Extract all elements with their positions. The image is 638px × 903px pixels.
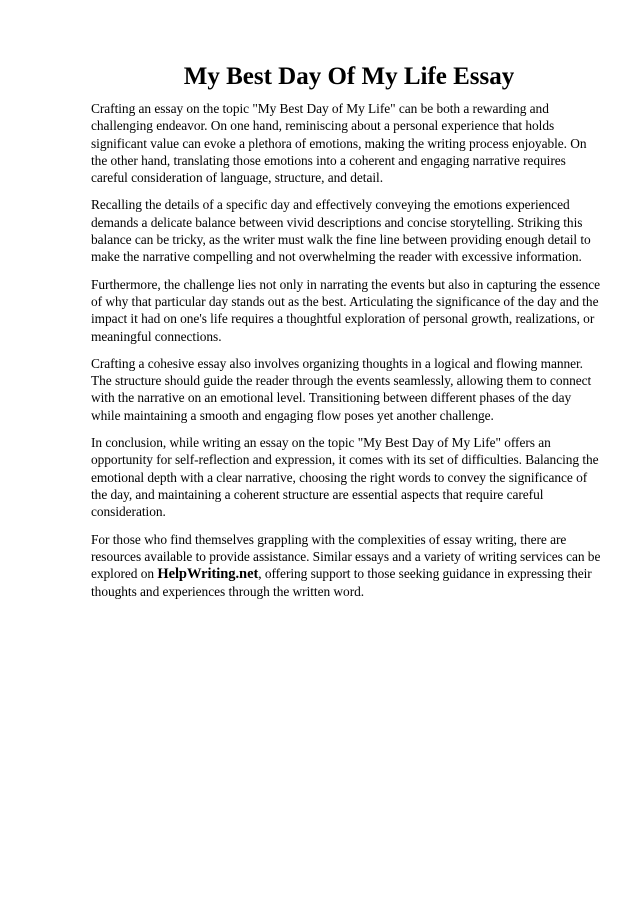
paragraph-4: Crafting a cohesive essay also involves organizing thoughts in a logical and flowing manner. The structure should guide the reader through the events seamlessly, allowing them to connect with the narrative on an emotional level. Transitioning between different phases of the day while maintaining a smooth and engaging flow poses yet another challenge.: [91, 355, 592, 423]
essay-title: My Best Day Of My Life Essay: [183, 63, 515, 90]
paragraph-5: In conclusion, while writing an essay on the topic "My Best Day of My Life" offers an opportunity for self-reflection and expression, it comes with its set of difficulties. Balancing the emotional depth with a clear narrative, choosing the right words to convey the significance of the day, and maintaining a coherent structure are essential aspects that require careful consideration.: [91, 435, 599, 520]
paragraph-2: Recalling the details of a specific day and effectively conveying the emotions experienced demands a delicate balance between vivid descriptions and concise storytelling. Striking this balance can be tricky, as the writer must walk the fine line between providing enough detail to make the narrative compelling and not overwhelming the reader with excessive information.: [91, 197, 591, 265]
paragraph-3: Furthermore, the challenge lies not only in narrating the events but also in capturing the essence of why that particular day stands out as the best. Articulating the significance of the day and the impact it had on one's life requires a thoughtful exploration of personal growth, realizations, or meaningful connections.: [91, 276, 600, 344]
paragraph-6: [91, 531, 601, 601]
paragraph-1: Crafting an essay on the topic "My Best Day of My Life" can be both a rewarding and challenging endeavor. On one hand, reminiscing about a personal experience that holds significant value can evoke a plethora of emotions, making the writing process enjoyable. On the other hand, translating those emotions into a coherent and engaging narrative requires careful consideration of language, structure, and detail.: [91, 101, 587, 186]
paragraph-6-text-after-link: , offering support to those seeking guidance in expressing their thoughts and experiences through the written word.: [91, 566, 592, 600]
essay-page: [91, 62, 601, 611]
helpwriting-link[interactable]: HelpWriting.net: [157, 566, 259, 583]
paragraph-6-text-before-link: For those who find themselves grappling with the complexities of essay writing, there are resources available to provide assistance. Similar essays and a variety of writing services can be explored on: [91, 531, 601, 582]
